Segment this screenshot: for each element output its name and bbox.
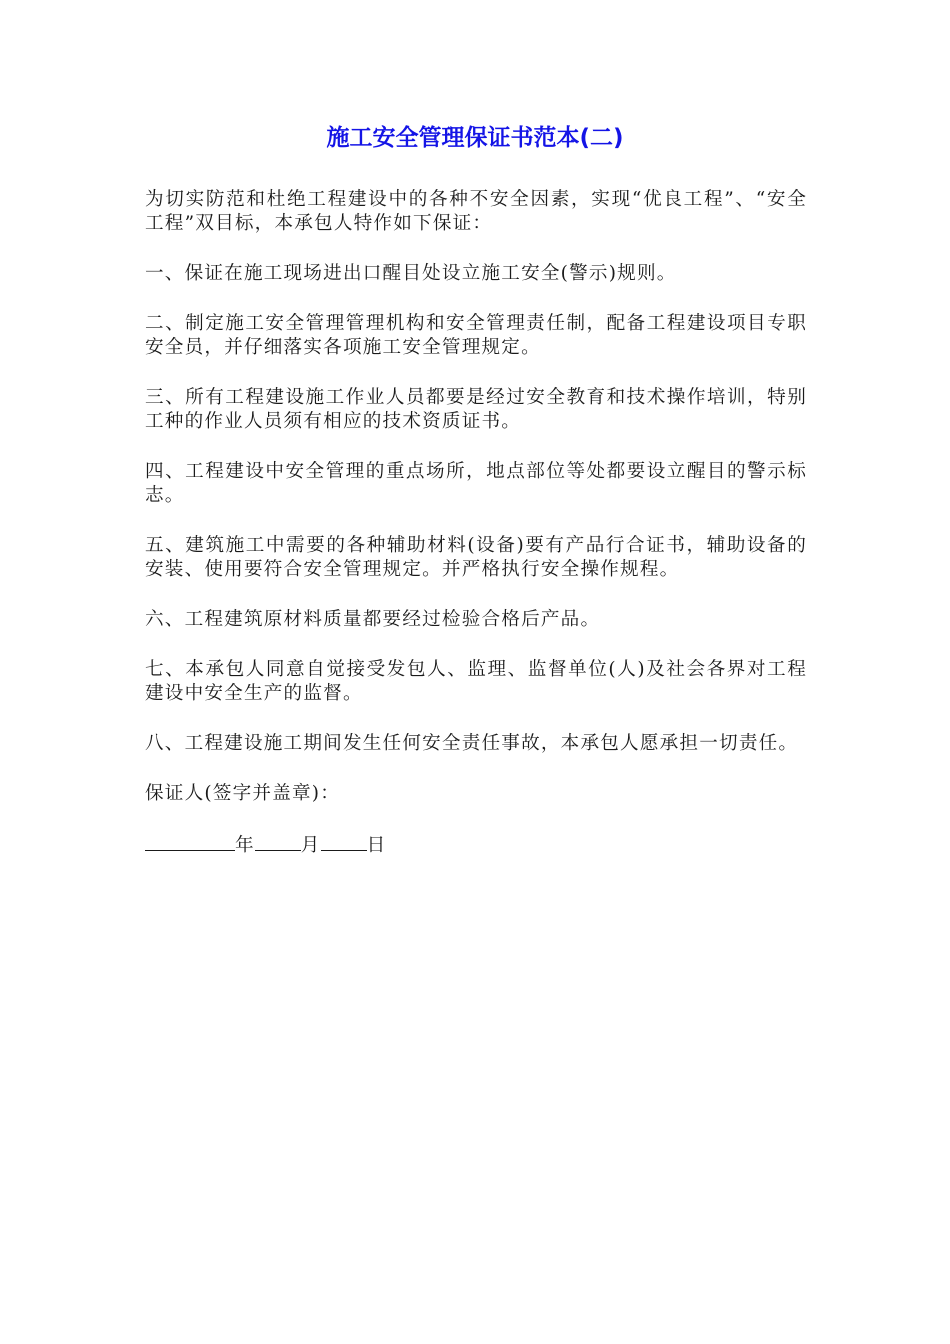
signature-label: 保证人(签字并盖章)：	[145, 783, 341, 804]
clause-7: 七、本承包人同意自觉接受发包人、监理、监督单位(人)及社会各界对工程建设中安全生产的监督。	[145, 659, 807, 704]
day-label: 日	[366, 835, 387, 856]
clause-8: 八、工程建设施工期间发生任何安全责任事故，本承包人愿承担一切责任。	[145, 733, 799, 754]
clause-1: 一、保证在施工现场进出口醒目处设立施工安全(警示)规则。	[145, 263, 677, 284]
date-line	[145, 832, 807, 858]
clause-5: 五、建筑施工中需要的各种辅助材料(设备)要有产品行合证书，辅助设备的安装、使用要符合安全管理规定。并严格执行安全操作规程。	[145, 535, 807, 580]
month-label: 月	[300, 835, 321, 856]
document-title: 施工安全管理保证书范本(二)	[326, 125, 624, 151]
clause-4: 四、工程建设中安全管理的重点场所，地点部位等处都要设立醒目的警示标志。	[145, 461, 807, 506]
day-blank	[321, 832, 367, 851]
year-blank	[145, 832, 235, 851]
clause-2: 二、制定施工安全管理管理机构和安全管理责任制，配备工程建设项目专职安全员，并仔细落实各项施工安全管理规定。	[145, 313, 807, 358]
document-body	[145, 188, 807, 858]
year-label: 年	[235, 835, 255, 856]
month-blank	[255, 832, 301, 851]
clause-3: 三、所有工程建设施工作业人员都要是经过安全教育和技术操作培训，特别工种的作业人员须有相应的技术资质证书。	[145, 387, 807, 432]
intro-paragraph: 为切实防范和杜绝工程建设中的各种不安全因素，实现“优良工程”、“安全工程”双目标，本承包人特作如下保证：	[145, 189, 807, 234]
clause-6: 六、工程建筑原材料质量都要经过检验合格后产品。	[145, 609, 601, 630]
